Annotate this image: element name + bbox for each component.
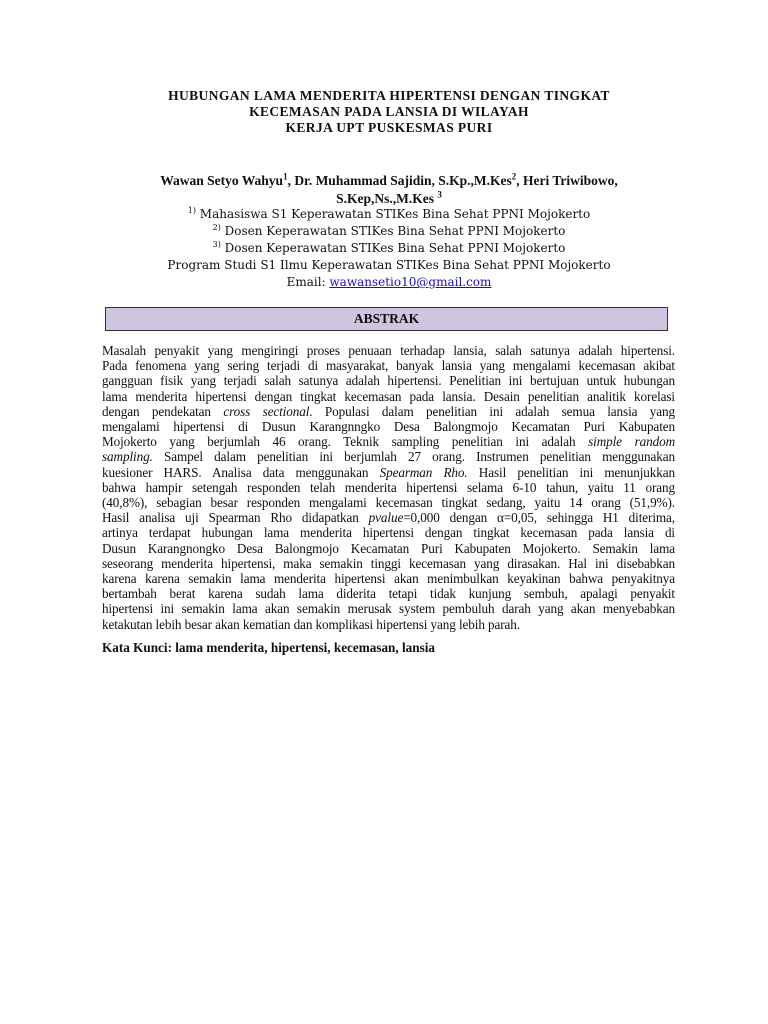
email-link[interactable]: wawansetio10@gmail.com xyxy=(329,275,492,289)
abstract-line: bertambah berat karena sudah lama diderita tetapi tidak kunjung sembuh, apalagi penyakit xyxy=(102,586,675,602)
abstract-line: ketakutan lebih besar akan kematian dan komplikasi hipertensi yang lebih parah. xyxy=(102,616,520,632)
affiliation-1-sup: 1) xyxy=(187,206,196,215)
title-line-3: KERJA UPT PUSKESMAS PURI xyxy=(285,120,493,135)
email-line xyxy=(100,274,678,291)
author-3: , Heri Triwibowo, xyxy=(516,173,618,188)
abstract-line: karena karena semakin lama menderita hipertensi akan menimbulkan keyakinan bahwa penyakitnya xyxy=(102,571,675,587)
author-1-sup: 1 xyxy=(283,171,288,182)
affiliation-3 xyxy=(100,240,678,257)
affiliation-2 xyxy=(100,223,678,240)
abstract-line: gangguan fisik yang terjadi salah satunya adalah hipertensi. Penelitian ini bertujuan untuk hubungan xyxy=(102,373,675,389)
author-list xyxy=(100,172,678,208)
author-2-sup: 2 xyxy=(511,171,517,182)
paper-title xyxy=(100,88,678,136)
abstract-line: Masalah penyakit yang mengiringi proses penuaan terhadap lansia, salah satunya adalah hipertensi. xyxy=(102,343,675,358)
abstract-line: Dusun Karangnongko Desa Balongmojo Kecamatan Puri Kabupaten Mojokerto. Semakin lama xyxy=(102,540,675,556)
abstract-line: hipertensi ini semakin lama akan semakin merusak system pembuluh darah yang akan menyebabkan xyxy=(102,601,675,617)
affiliation-2-sup: 2) xyxy=(212,223,221,232)
abstract-line: mengalami hipertensi di Dusun Karangnngko Desa Balongmojo Kecamatan Puri Kabupaten xyxy=(102,419,675,435)
abstract-line: sampling. Sampel dalam penelitian ini berjumlah 27 orang. Instrumen penelitian menggunakan xyxy=(102,449,675,465)
affiliation-3-text: Dosen Keperawatan STIKes Bina Sehat PPNI Mojokerto xyxy=(220,241,566,255)
abstract-heading: ABSTRAK xyxy=(353,311,420,326)
abstract-line: Mojokerto yang berjumlah 46 orang. Teknik sampling penelitian ini adalah simple random xyxy=(102,434,675,450)
abstract-line: dengan pendekatan cross sectional. Populasi dalam penelitian ini adalah semua lansia yang xyxy=(102,403,675,419)
author-3-degree: S.Kep,Ns.,M.Kes xyxy=(336,191,434,206)
abstract-line: Pada fenomena yang sering terjadi di masyarakat, banyak lansia yang mengalami kecemasan akibat xyxy=(102,358,675,374)
program-line: Program Studi S1 Ilmu Keperawatan STIKes Bina Sehat PPNI Mojokerto xyxy=(167,258,611,272)
affiliation-2-text: Dosen Keperawatan STIKes Bina Sehat PPNI Mojokerto xyxy=(220,224,566,238)
abstract-line: (40,8%), sebagian besar responden mengalami kecemasan tingkat sedang, yaitu 14 orang (51,9%). xyxy=(102,495,675,511)
abstract-line: kuesioner HARS. Analisa data menggunakan Spearman Rho. Hasil penelitian ini menunjukkan xyxy=(102,464,675,480)
author-1: Wawan Setyo Wahyu xyxy=(160,173,284,188)
abstract-line: Hasil analisa uji Spearman Rho didapatkan pvalue=0,000 dengan α=0,05, sehingga H1 diterima, xyxy=(102,510,675,526)
affiliation-3-sup: 3) xyxy=(212,240,221,249)
title-line-1: HUBUNGAN LAMA MENDERITA HIPERTENSI DENGAN TINGKAT xyxy=(168,88,610,103)
abstract-line: seseorang menderita hipertensi, maka semakin tinggi kecemasan yang dirasakan. Hal ini disebabkan xyxy=(102,555,675,571)
author-3-sup: 3 xyxy=(437,189,442,200)
affiliation-1-text: Mahasiswa S1 Keperawatan STIKes Bina Sehat PPNI Mojokerto xyxy=(195,207,591,221)
abstract-line: bahwa hampir setengah responden telah menderita hipertensi selama 6-10 tahun, yaitu 11 orang xyxy=(102,479,675,495)
abstract-heading-box xyxy=(105,307,668,331)
author-2: , Dr. Muhammad Sajidin, S.Kp.,M.Kes xyxy=(287,173,512,188)
keywords: Kata Kunci: lama menderita, hipertensi, kecemasan, lansia xyxy=(102,640,435,655)
title-line-2: KECEMASAN PADA LANSIA DI WILAYAH xyxy=(249,104,529,119)
affiliations xyxy=(100,206,678,291)
abstract-line: artinya terdapat hubungan lama menderita hipertensi dengan tingkat kecemasan pada lansia di xyxy=(102,525,675,541)
abstract-line: lama menderita hipertensi dengan tingkat kecemasan pada lansia. Desain penelitian analitik korelasi xyxy=(102,388,675,404)
email-label: Email: xyxy=(286,275,330,289)
abstract-body xyxy=(102,343,675,632)
affiliation-1 xyxy=(100,206,678,223)
